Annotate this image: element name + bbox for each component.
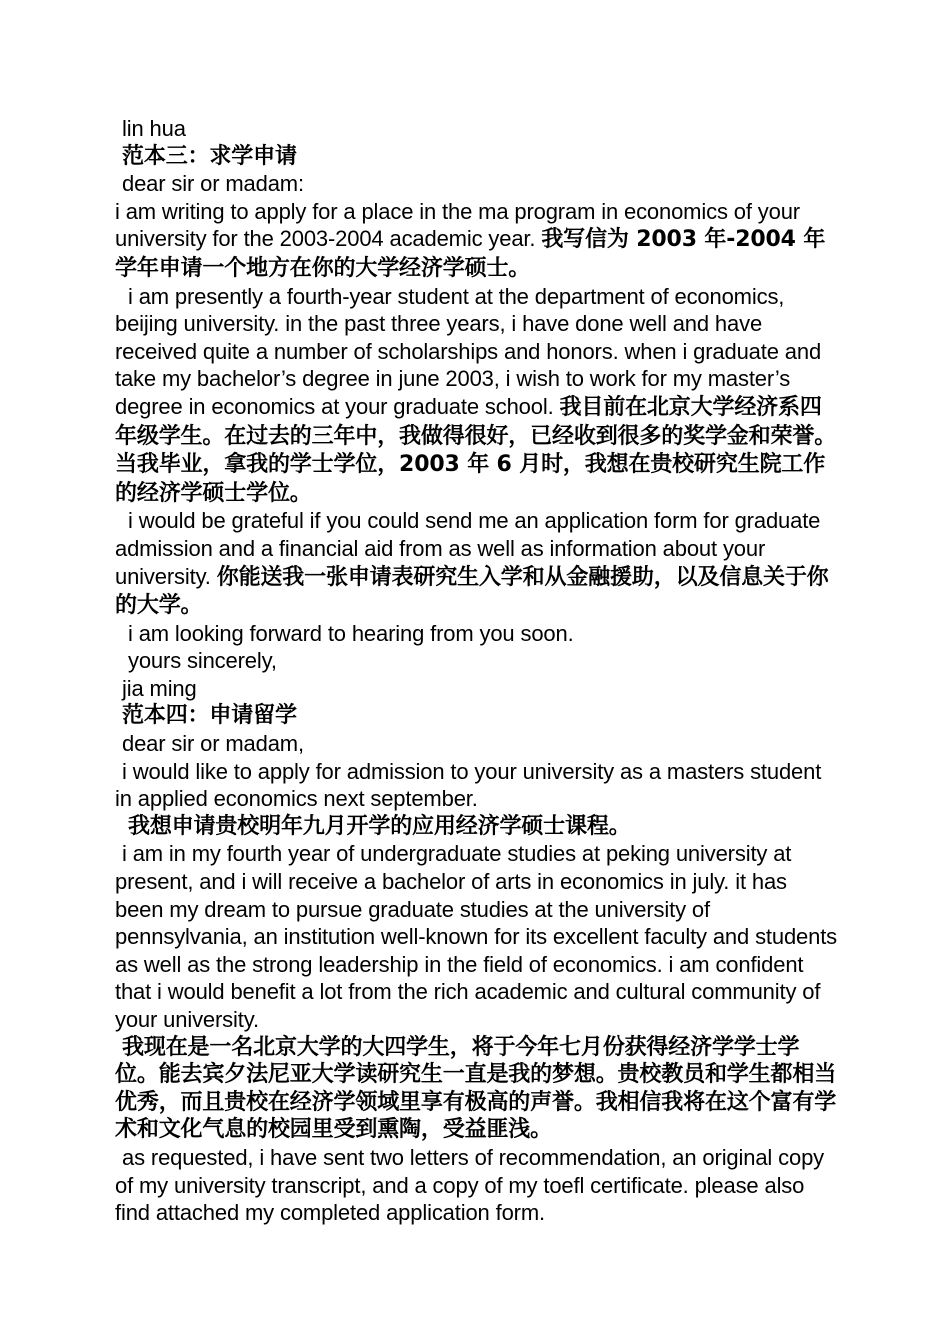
sample-4-paragraph-1-translation: 我想申请贵校明年九月开学的应用经济学硕士课程。: [128, 813, 631, 839]
sample-3-closing: yours sincerely,: [128, 648, 277, 674]
paragraph-chinese-translation: 我写信为 2003 年-2004 年学年申请一个地方在你的大学经济学硕士。: [115, 227, 826, 281]
paragraph-english-text: i am presently a fourth-year student at the department of economics, beijing university. in the past three years, i have done well and have received quite a number of scholarships and honors. when i graduate and take my bachelor’s degree in june 2003, i wish to work for my master’s degree in economics at your graduate school.: [115, 283, 822, 419]
sample-3-signature: jia ming: [122, 675, 197, 701]
paragraph-english-text: as requested, i have sent two letters of recommendation, an original copy of my university transcript, and a copy of my toefl certificate. please also find attached my completed application form.: [115, 1144, 824, 1226]
sample-3-paragraph-3: [115, 507, 840, 619]
sample-3-paragraph-2: [115, 283, 840, 508]
sample-3-paragraph-4: i am looking forward to hearing from you soon.: [128, 620, 574, 646]
paragraph-english-text: i am in my fourth year of undergraduate studies at peking university at present, and i will receive a bachelor of arts in economics in july. it has been my dream to pursue graduate studies at the university of pennsylvania, an institution well-known for its excellent faculty and students as well as the strong leadership in the field of economics. i am confident that i would benefit a lot from the rich academic and cultural community of your university.: [115, 841, 838, 1032]
sample-4-paragraph-2-translation: [115, 1034, 840, 1144]
sample-4-heading: 范本四：申请留学: [122, 703, 297, 729]
paragraph-english-text: i would like to apply for admission to your university as a masters student in applied economics next september.: [115, 758, 822, 812]
previous-signature: lin hua: [122, 116, 186, 141]
paragraph-chinese-translation: 你能送我一张申请表研究生入学和从金融援助，以及信息关于你的大学。: [115, 564, 829, 619]
paragraph-english-text: i am writing to apply for a place in the ma program in economics of your university for the 2003-2004 academic year.: [115, 198, 800, 252]
document-page: [115, 115, 840, 1227]
sample-3-heading: 范本三：求学申请: [122, 143, 297, 169]
paragraph-chinese-translation: 我目前在北京大学经济系四年级学生。在过去的三年中，我做得很好，已经收到很多的奖学金和荣誉。当我毕业，拿我的学士学位，2003 年 6 月时，我想在贵校研究生院工作的经济学硕士学位。: [115, 394, 837, 506]
paragraph-english-text: i would be grateful if you could send me an application form for graduate admission and a financial aid from as well as information about your university.: [115, 508, 821, 589]
paragraph-chinese-translation: 我现在是一名北京大学的大四学生，将于今年七月份获得经济学学士学位。能去宾夕法尼亚大学读研究生一直是我的梦想。贵校教员和学生都相当优秀，而且贵校在经济学领域里享有极高的声誉。我相信我将在这个富有学术和文化气息的校园里受到熏陶，受益匪浅。: [115, 1034, 837, 1143]
sample-3-paragraph-1: [115, 198, 840, 283]
sample-3-salutation: dear sir or madam:: [122, 171, 304, 197]
sample-4-salutation: dear sir or madam,: [122, 731, 304, 757]
sample-4-paragraph-1: [115, 758, 840, 813]
sample-4-paragraph-2: [115, 840, 840, 1033]
sample-4-paragraph-3: [115, 1144, 840, 1227]
